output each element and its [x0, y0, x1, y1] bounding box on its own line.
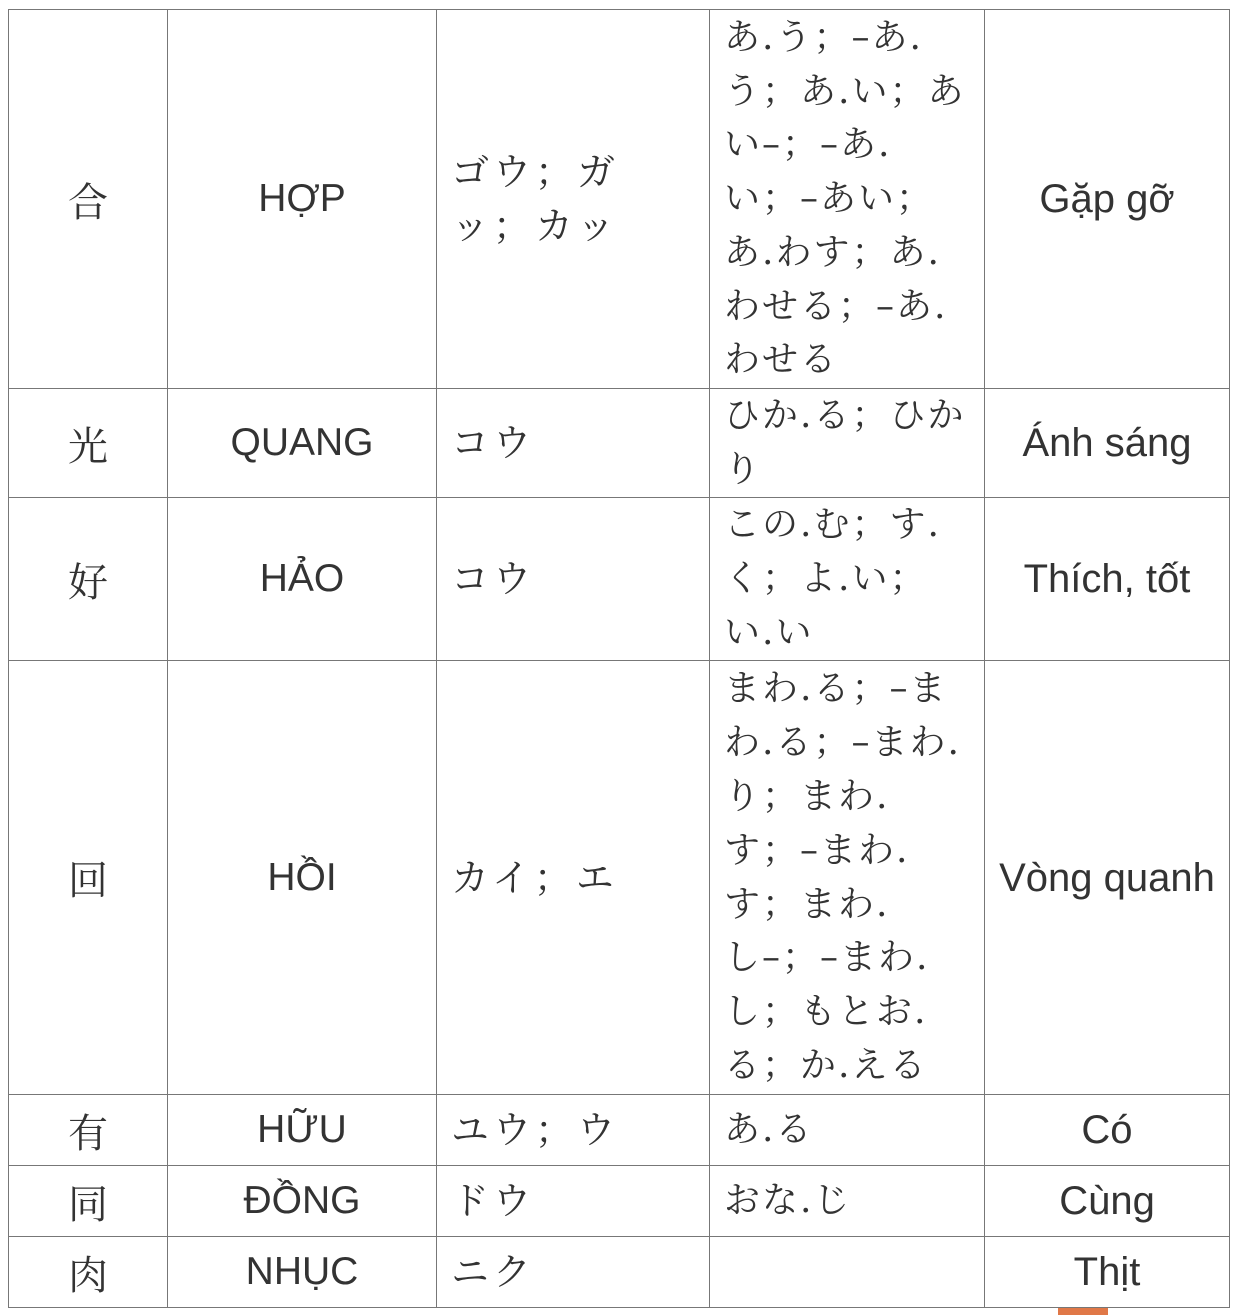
meaning-cell: Gặp gỡ — [985, 10, 1230, 389]
hanviet-cell: NHỤC — [168, 1237, 437, 1308]
meaning-cell: Vòng quanh — [985, 661, 1230, 1095]
kanji-cell: 同 — [9, 1166, 168, 1237]
meaning-cell: Cùng — [985, 1166, 1230, 1237]
hanviet-cell: QUANG — [168, 389, 437, 498]
table-row — [9, 10, 1230, 389]
table-row — [9, 498, 1230, 661]
orange-corner-mark — [1058, 1308, 1108, 1315]
onyomi-cell: ゴウ；ガッ；カッ — [437, 10, 710, 389]
onyomi-cell: コウ — [437, 498, 710, 661]
kanji-cell: 合 — [9, 10, 168, 389]
onyomi-cell: ニク — [437, 1237, 710, 1308]
meaning-cell: Có — [985, 1095, 1230, 1166]
kunyomi-cell — [710, 1237, 985, 1308]
table-row — [9, 661, 1230, 1095]
table-row — [9, 389, 1230, 498]
kanji-table — [8, 9, 1230, 1308]
kunyomi-cell: ひか.る；ひかり — [710, 389, 985, 498]
hanviet-cell: HỒI — [168, 661, 437, 1095]
kunyomi-cell: この.む；す.く；よ.い；い.い — [710, 498, 985, 661]
hanviet-cell: ĐỒNG — [168, 1166, 437, 1237]
kanji-cell: 回 — [9, 661, 168, 1095]
kunyomi-cell: あ.る — [710, 1095, 985, 1166]
kunyomi-cell: あ.う；–あ.う；あ.い；あい–；–あ.い；–あい；あ.わす；あ.わせる；–あ.わせる — [710, 10, 985, 389]
onyomi-cell: ユウ；ウ — [437, 1095, 710, 1166]
kanji-cell: 好 — [9, 498, 168, 661]
kunyomi-cell: おな.じ — [710, 1166, 985, 1237]
kanji-cell: 光 — [9, 389, 168, 498]
meaning-cell: Thích, tốt — [985, 498, 1230, 661]
onyomi-cell: コウ — [437, 389, 710, 498]
kanji-cell: 肉 — [9, 1237, 168, 1308]
hanviet-cell: HỢP — [168, 10, 437, 389]
hanviet-cell: HỮU — [168, 1095, 437, 1166]
table-row — [9, 1237, 1230, 1308]
kanji-cell: 有 — [9, 1095, 168, 1166]
kunyomi-cell: まわ.る；–まわ.る；–まわ.り；まわ.す；–まわ.す；まわ.し–；–まわ.し；もとお.る；か.える — [710, 661, 985, 1095]
meaning-cell: Thịt — [985, 1237, 1230, 1308]
onyomi-cell: カイ；エ — [437, 661, 710, 1095]
meaning-cell: Ánh sáng — [985, 389, 1230, 498]
onyomi-cell: ドウ — [437, 1166, 710, 1237]
table-row — [9, 1166, 1230, 1237]
table-row — [9, 1095, 1230, 1166]
hanviet-cell: HẢO — [168, 498, 437, 661]
